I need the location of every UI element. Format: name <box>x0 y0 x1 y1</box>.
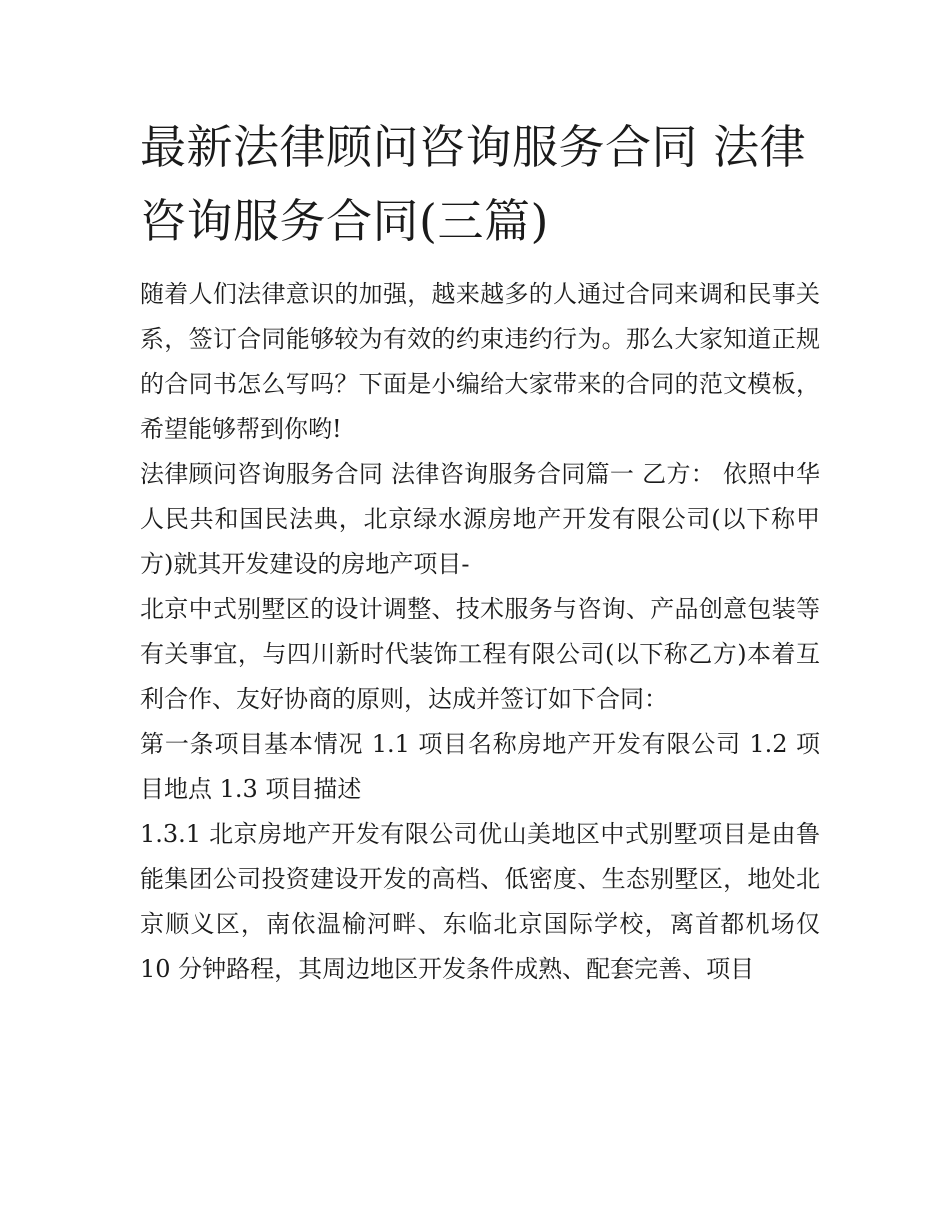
paragraph-project-description: 1.3.1 北京房地产开发有限公司优山美地区中式别墅项目是由鲁能集团公司投资建设开发的高档、低密度、生态别墅区，地处北京顺义区，南依温榆河畔、东临北京国际学校，离首都机场仅 10 分钟路程，其周边地区开发条件成熟、配套完善、项目 <box>140 820 820 983</box>
paragraph-article-one: 第一条项目基本情况 1.1 项目名称房地产开发有限公司 1.2 项目地点 1.3 项目描述 <box>140 730 820 803</box>
document-title: 最新法律顾问咨询服务合同 法律咨询服务合同(三篇) <box>140 120 807 248</box>
paragraph-agreement: 北京中式别墅区的设计调整、技术服务与咨询、产品创意包装等有关事宜，与四川新时代装饰工程有限公司(以下称乙方)本着互利合作、友好协商的原则，达成并签订如下合同： <box>140 595 820 713</box>
document-page <box>140 110 820 992</box>
paragraph-intro: 随着人们法律意识的加强，越来越多的人通过合同来调和民事关系，签订合同能够较为有效的约束违约行为。那么大家知道正规的合同书怎么写吗？下面是小编给大家带来的合同的范文模板，希望能够帮到你哟! <box>140 280 820 443</box>
paragraph-part-one: 法律顾问咨询服务合同 法律咨询服务合同篇一 乙方： 依照中华人民共和国民法典，北京绿水源房地产开发有限公司(以下称甲方)就其开发建设的房地产项目- <box>140 460 820 578</box>
